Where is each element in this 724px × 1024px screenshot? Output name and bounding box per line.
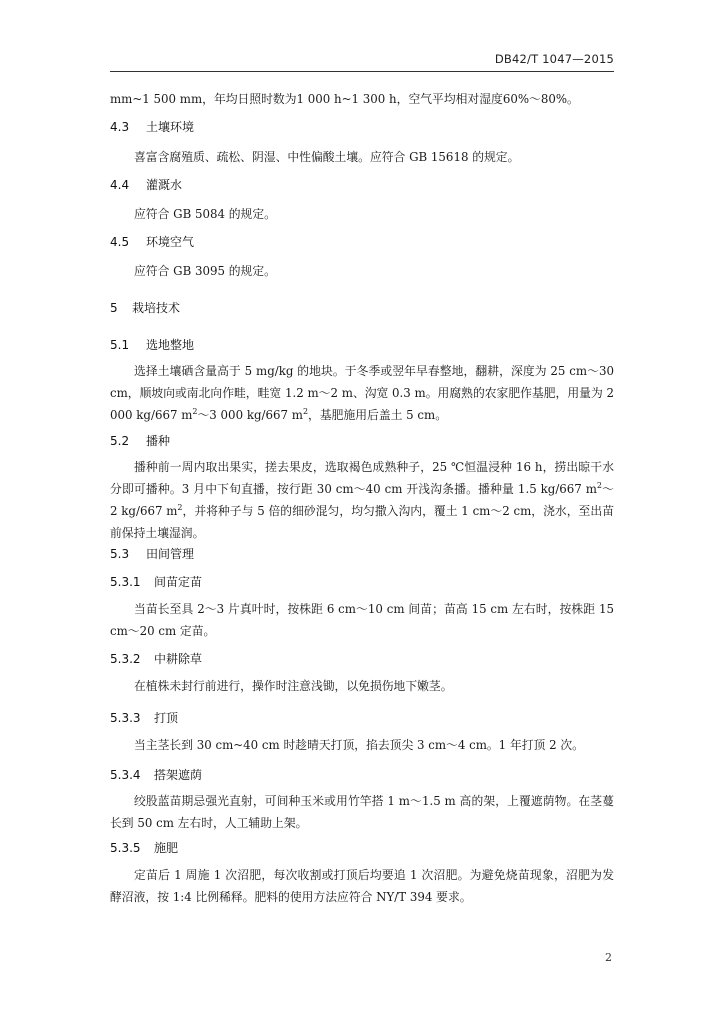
heading-title: 施肥	[154, 841, 179, 855]
heading-number: 4.4	[110, 178, 130, 192]
heading-title: 播种	[146, 434, 171, 448]
text-run: ～3 000 kg/667 m	[197, 408, 303, 422]
superscript: 2	[302, 407, 309, 416]
heading-number: 5	[110, 301, 118, 315]
text-run: ～2 kg/667 m	[110, 482, 614, 518]
heading-4-4	[110, 176, 614, 194]
paragraph-5-3-1: 当苗长至具 2～3 片真叶时，按株距 6 cm～10 cm 间苗；苗高 15 cm 左右时，按株距 15 cm～20 cm 定苗。	[110, 602, 614, 638]
heading-title: 搭架遮荫	[154, 768, 203, 782]
heading-number: 5.3.1	[110, 575, 141, 589]
superscript: 2	[177, 503, 183, 512]
paragraph-5-1	[110, 360, 614, 426]
heading-title: 环境空气	[146, 235, 195, 249]
heading-number: 5.3.2	[110, 652, 141, 666]
heading-number: 5.3.4	[110, 768, 141, 782]
paragraph-5-2	[110, 456, 614, 544]
text-run: ，基肥施用后盖土 5 cm。	[308, 408, 448, 422]
heading-title: 田间管理	[146, 547, 195, 561]
paragraph-5-3-3: 当主茎长到 30 cm~40 cm 时趁晴天打顶，掐去顶尖 3 cm～4 cm。1 年打顶 2 次。	[134, 738, 584, 752]
superscript: 2	[596, 481, 603, 490]
heading-number: 4.5	[110, 235, 130, 249]
heading-number: 5.3.5	[110, 841, 141, 855]
heading-5-3-3	[110, 709, 614, 727]
heading-5	[110, 299, 614, 317]
paragraph-5-3-5: 定苗后 1 周施 1 次沼肥，每次收割或打顶后均要追 1 次沼肥。为避免烧苗现象，沼肥为发酵沼液，按 1:4 比例稀释。肥料的使用方法应符合 NY/T 394 要求。	[110, 868, 614, 904]
heading-number: 4.3	[110, 120, 130, 134]
paragraph-4-4: 应符合 GB 5084 的规定。	[134, 207, 276, 221]
superscript: 2	[192, 407, 198, 416]
heading-5-1	[110, 336, 614, 354]
heading-title: 栽培技术	[132, 301, 181, 315]
text-run: 播种前一周内取出果实，搓去果皮，选取褐色成熟种子，25 ℃恒温浸种 16 h，捞出晾干水分即可播种。3 月中下旬直播，按行距 30 cm～40 cm 开浅沟条播。播种量 1.5 kg/667 m	[110, 460, 614, 496]
heading-number: 5.3	[110, 547, 130, 561]
heading-title: 打顶	[154, 711, 179, 725]
heading-5-3-1	[110, 573, 614, 591]
heading-title: 灌溉水	[146, 178, 183, 192]
page-number: 2	[605, 951, 612, 964]
paragraph-5-3-2: 在植株未封行前进行，操作时注意浅锄，以免损伤地下嫩茎。	[134, 679, 453, 693]
heading-5-2	[110, 432, 614, 450]
heading-number: 5.2	[110, 434, 130, 448]
heading-title: 土壤环境	[146, 120, 195, 134]
heading-5-3-4	[110, 766, 614, 784]
header-rule	[110, 71, 614, 72]
heading-5-3-5	[110, 839, 614, 857]
paragraph-continued: mm~1 500 mm，年均日照时数为1 000 h~1 300 h，空气平均相对湿度60%～80%。	[110, 92, 579, 106]
heading-title: 中耕除草	[154, 652, 203, 666]
header-doc-code: DB42/T 1047—2015	[494, 52, 614, 66]
heading-number: 5.3.3	[110, 711, 141, 725]
heading-4-3	[110, 118, 614, 136]
text-run: 选择土壤硒含量高于 5 mg/kg 的地块。于冬季或翌年早春整地，翻耕，深度为 25 cm～30 cm，顺坡向或南北向作畦，畦宽 1.2 m～2 m、沟宽 0.3 m。用腐熟的农家肥作基肥，用量为 2 000 kg/667 m	[110, 364, 614, 422]
paragraph-5-3-4: 绞股蓝苗期忌强光直射，可间种玉米或用竹竿搭 1 m～1.5 m 高的架，上覆遮荫物。在茎蔓长到 50 cm 左右时，人工辅助上架。	[110, 794, 614, 830]
heading-title: 间苗定苗	[154, 575, 203, 589]
heading-title: 选地整地	[146, 338, 195, 352]
heading-number: 5.1	[110, 338, 130, 352]
paragraph-4-5: 应符合 GB 3095 的规定。	[134, 264, 276, 278]
text-run: ，并将种子与 5 倍的细砂混匀，均匀撒入沟内，覆土 1 cm～2 cm，浇水，至出苗前保持土壤湿润。	[110, 504, 614, 540]
heading-5-3-2	[110, 650, 614, 668]
paragraph-4-3: 喜富含腐殖质、疏松、阴湿、中性偏酸土壤。应符合 GB 15618 的规定。	[134, 150, 520, 164]
heading-4-5	[110, 233, 614, 251]
heading-5-3	[110, 545, 614, 563]
